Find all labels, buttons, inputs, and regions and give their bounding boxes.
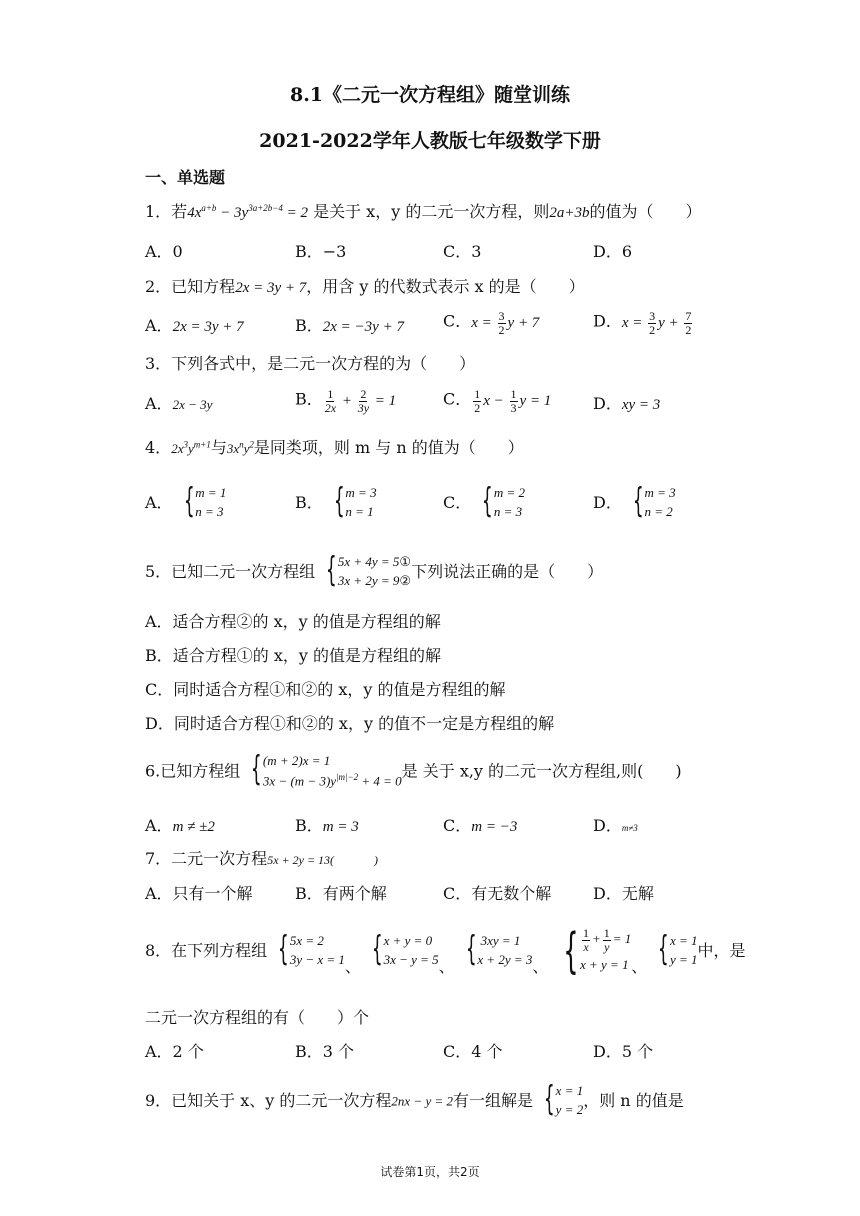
q2-option-b: B．2x = −3y + 7: [295, 316, 404, 335]
q2-option-c: C．x = $\frac{3}{2}$ y + 7: [443, 309, 540, 337]
q8-option-a: A．2 个: [145, 1042, 204, 1061]
q5-option-a: A．适合方程②的 x，y 的值是方程组的解: [145, 612, 441, 631]
q7-option-a: A．只有一个解: [145, 884, 253, 903]
q5-option-b: B．适合方程①的 x，y 的值是方程组的解: [145, 646, 441, 665]
q1-option-a: A．0: [145, 242, 183, 261]
q7-option-c: C．有无数个解: [443, 884, 552, 903]
q1-option-c: C．3: [443, 242, 482, 261]
question-4: 4．$2x^3y^{m+1}$与$3x^ny^2$是同类项，则 m 与 n 的值为（ ）: [145, 438, 524, 457]
question-8: 8．在下列方程组 { 5x = 2 3y − x = 1 、 { x + y = 0 3x − y = 5 、 { 3xy = 1 x + 2y = 3 、 { $\frac{1}{x}$ + $\frac{1}{y}$ = 1 x + y = 1 、 { x = 1 y = 1 中，是: [145, 923, 746, 979]
q7-option-b: B．有两个解: [295, 884, 387, 903]
q8-option-c: C．4 个: [443, 1042, 503, 1061]
q3-option-c: C． $\frac{1}{2}$ x − $\frac{1}{3}$ y = 1: [443, 387, 552, 415]
q3-option-d: D．xy = 3: [593, 394, 661, 413]
q5-option-d: D．同时适合方程①和②的 x，y 的值不一定是方程组的解: [145, 714, 555, 733]
q6-option-d: D．m≠3: [593, 816, 638, 835]
q2-option-a: A．2x = 3y + 7: [145, 316, 244, 335]
q6-option-a: A．m ≠ ±2: [145, 816, 215, 835]
paper-title: 8.1《二元一次方程组》随堂训练: [289, 84, 571, 106]
question-3: 3．下列各式中，是二元一次方程的为（ ）: [145, 354, 476, 373]
q8-option-b: B．3 个: [295, 1042, 355, 1061]
q1-option-b: B．−3: [295, 242, 347, 261]
question-1: 1．若$4x^{a+b} - 3y^{3a+2b-4} = 2$ 是关于 x，y 的二元一次方程，则2a+3b的值为（ ）: [145, 202, 702, 221]
paper-subtitle: 2021-2022学年人教版七年级数学下册: [259, 130, 601, 152]
q8-option-d: D．5 个: [593, 1042, 654, 1061]
q5-option-c: C．同时适合方程①和②的 x，y 的值是方程组的解: [145, 680, 506, 699]
q3-option-b: B． $\frac{1}{2x}$ + $\frac{2}{3y}$ = 1: [295, 387, 397, 415]
q4-option-b: B． { m = 3 n = 1: [295, 481, 377, 521]
q1-option-d: D．6: [593, 242, 633, 261]
q2-option-d: D．x = $\frac{3}{2}$ y + $\frac{7}{2}$: [593, 309, 692, 337]
q4-option-a: A． { m = 1 n = 3: [145, 481, 227, 521]
question-6: 6.已知方程组 { (m + 2)x = 1 $3x - (m - 3)y^{|m|-2} + 4 = 0$ 是 关于 x,y 的二元一次方程组,则( ): [145, 749, 682, 789]
question-8-line2: 二元一次方程组的有（ ）个: [145, 1008, 370, 1027]
q4-option-d: D． { m = 3 n = 2: [593, 481, 676, 521]
q4-option-c: C． { m = 2 n = 3: [443, 481, 526, 521]
question-7: 7．二元一次方程5x + 2y = 13( ): [145, 849, 379, 868]
q6-option-c: C．m = −3: [443, 816, 518, 835]
question-2: 2．已知方程2x = 3y + 7，用含 y 的代数式表示 x 的是（ ）: [145, 277, 585, 296]
q3-option-a: A．2x − 3y: [145, 394, 213, 413]
question-9: 9．已知关于 x、y 的二元一次方程2nx − y = 2有一组解是 { x = 1 y = 2 ，则 n 的值是: [145, 1079, 684, 1119]
question-5: 5．已知二元一次方程组 { 5x + 4y = 5① 3x + 2y = 9② 下列说法正确的是（ ）: [145, 550, 604, 590]
q6-option-b: B．m = 3: [295, 816, 359, 835]
q7-option-d: D．无解: [593, 884, 654, 903]
page-footer: 试卷第1页，共2页: [380, 1165, 480, 1179]
section-heading: 一、单选题: [145, 168, 226, 187]
